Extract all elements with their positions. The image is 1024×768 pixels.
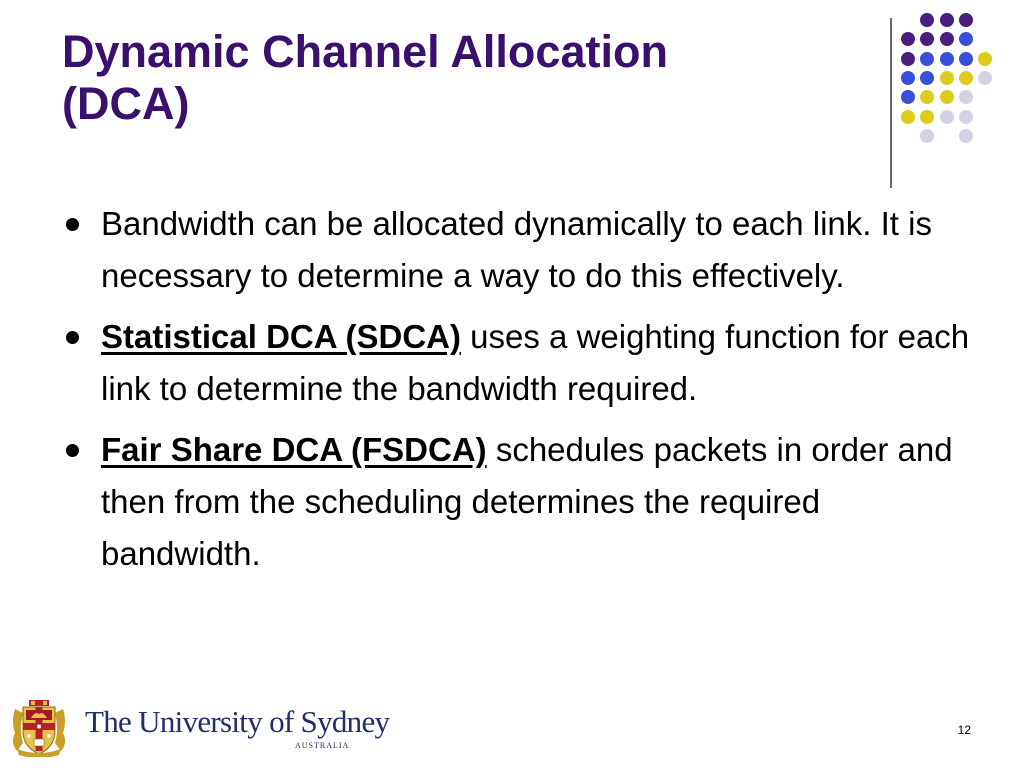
bullet-item xyxy=(64,424,984,580)
decorative-dot xyxy=(940,52,954,66)
decorative-dot xyxy=(940,90,954,104)
university-country: AUSTRALIA xyxy=(295,741,350,750)
decorative-dot xyxy=(940,71,954,85)
decorative-dot xyxy=(920,52,934,66)
decorative-dot xyxy=(920,90,934,104)
bullet-item xyxy=(64,311,984,415)
decorative-dot xyxy=(959,110,973,124)
decorative-dot xyxy=(959,90,973,104)
decorative-dot xyxy=(959,13,973,27)
decorative-dot xyxy=(901,52,915,66)
decorative-dot xyxy=(978,52,992,66)
slide-title-line-1: Dynamic Channel Allocation xyxy=(62,26,668,77)
university-crest-icon xyxy=(9,699,69,757)
decorative-dot xyxy=(920,32,934,46)
bullet-text: schedules packets in order and then from the scheduling determines the required bandwidth. xyxy=(101,431,953,572)
decorative-dot xyxy=(959,32,973,46)
decorative-dot xyxy=(959,71,973,85)
decorative-dot xyxy=(901,71,915,85)
decorative-dot xyxy=(940,110,954,124)
university-logo xyxy=(7,697,390,759)
bullet-term: Fair Share DCA (FSDCA) xyxy=(101,431,487,468)
decorative-dot xyxy=(920,71,934,85)
slide-title-line-2: (DCA) xyxy=(62,78,190,129)
decorative-dot xyxy=(978,71,992,85)
bullet-icon xyxy=(66,331,79,344)
bullet-text: Bandwidth can be allocated dynamically to each link. It is necessary to determine a way to do this effectively. xyxy=(101,205,932,294)
title-divider xyxy=(890,18,892,188)
decorative-dot-grid xyxy=(901,13,1021,173)
decorative-dot xyxy=(920,13,934,27)
bullet-icon xyxy=(66,218,79,231)
decorative-dot xyxy=(959,129,973,143)
decorative-dot xyxy=(959,52,973,66)
decorative-dot xyxy=(940,32,954,46)
decorative-dot xyxy=(901,90,915,104)
page-number: 12 xyxy=(957,723,971,737)
bullet-item xyxy=(64,198,984,302)
decorative-dot xyxy=(940,13,954,27)
bullet-icon xyxy=(66,444,79,457)
decorative-dot xyxy=(901,110,915,124)
slide-title xyxy=(62,26,862,130)
university-name: The University of Sydney xyxy=(85,704,390,739)
decorative-dot xyxy=(901,32,915,46)
bullet-term: Statistical DCA (SDCA) xyxy=(101,318,461,355)
bullet-text: uses a weighting function for each link to determine the bandwidth required. xyxy=(101,318,970,407)
decorative-dot xyxy=(920,110,934,124)
bullet-list xyxy=(64,198,984,589)
decorative-dot xyxy=(920,129,934,143)
